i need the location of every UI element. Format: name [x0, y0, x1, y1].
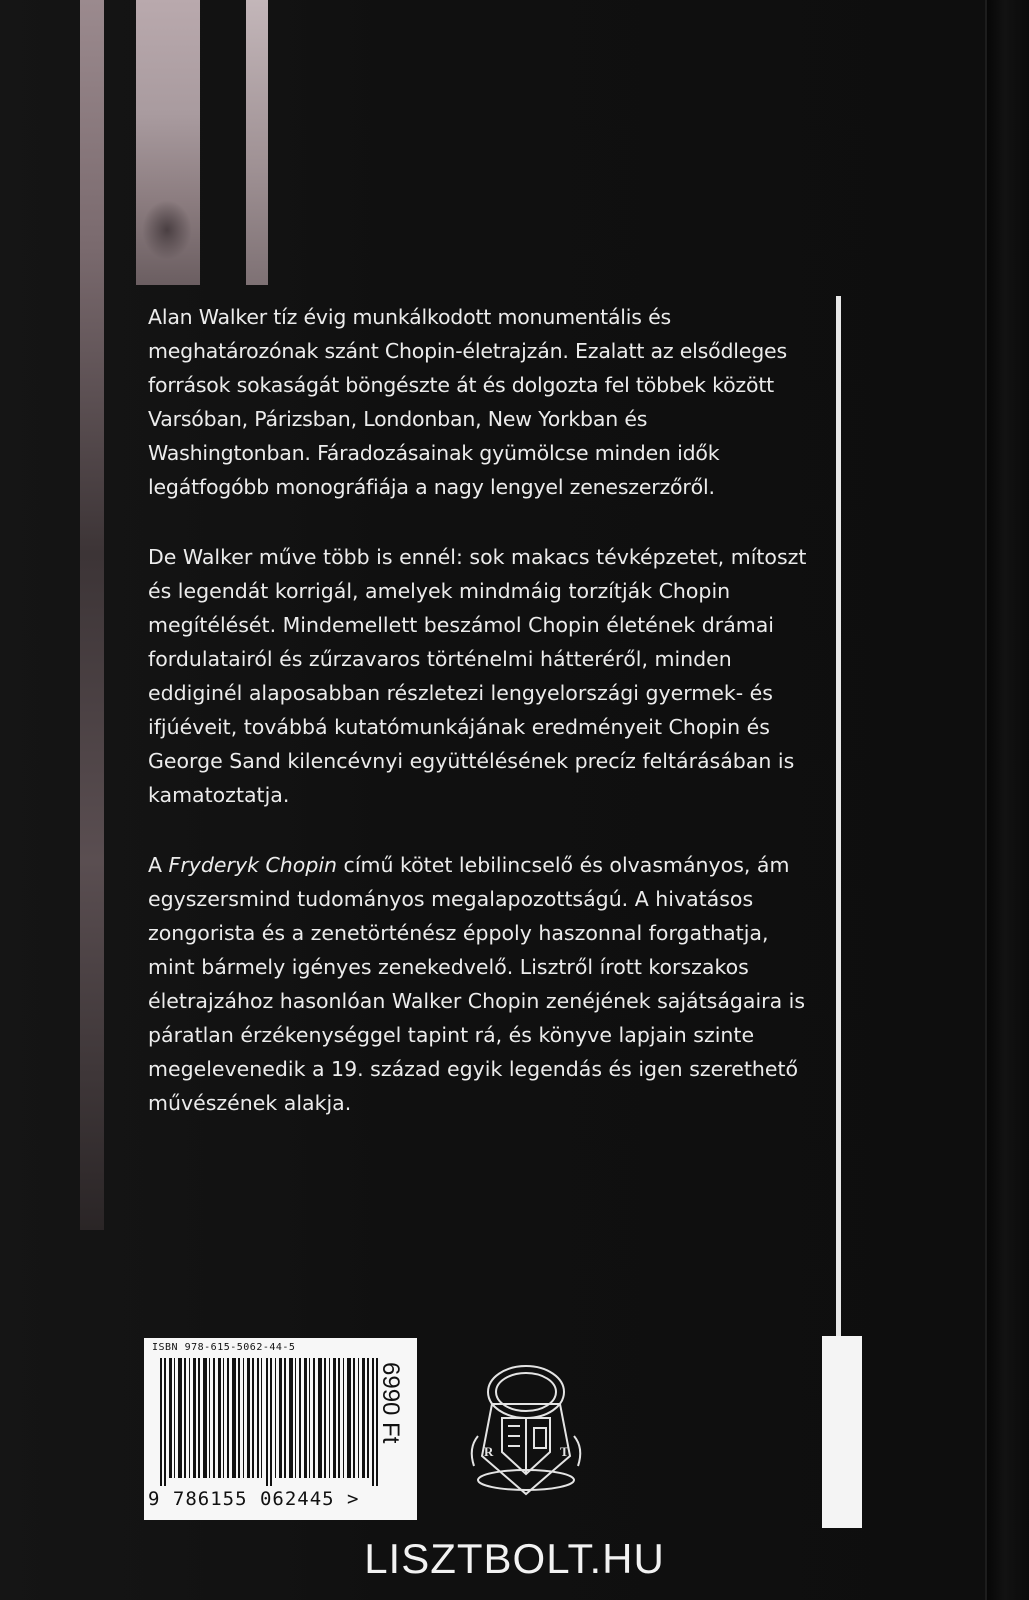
- portrait-strip-left: [80, 0, 104, 1230]
- barcode-bars: [160, 1358, 380, 1486]
- isbn-label: ISBN 978-615-5062-44-5: [152, 1342, 296, 1353]
- white-bar-accent: [822, 1336, 862, 1528]
- blurb-paragraph-2: De Walker műve több is ennél: sok makacs tévképzetet, mítoszt és legendát korrigál, amelyek mindmáig torzítják Chopin megítélését. Mindemellett beszámol Chopin életének drámai fordulatairól és zűrzavaros történelmi hátteréről, minden eddiginél alaposabban részletezi lengyelországi gyermek- és ifjúéveit, továbbá kutatómunkájának eredményeit Chopin és George Sand kilencévnyi együttélésének precíz feltárásában is kamatoztatja.: [148, 545, 807, 807]
- blurb-paragraph-3-rest: című kötet lebilincselő és olvasmányos, ám egyszersmind tudományos megalapozottságú. A hivatásos zongorista és a zenetörténész éppoly haszonnal forgathatja, mint bármely igényes zenekedvelő. Lisztről írott korszakos életrajzához hasonlóan Walker Chopin zenéjének sajátságaira is páratlan érzékenységgel tapint rá, és könyve lapjain szinte megelevenedik a 19. század egyik legendás és igen szerethető művészének alakja.: [148, 853, 806, 1115]
- blurb-paragraph-3-prefix: A: [148, 853, 169, 877]
- portrait-shadow: [142, 200, 192, 260]
- vertical-divider-line: [836, 296, 841, 1336]
- blurb-text: [148, 300, 808, 1156]
- portrait-strip-right: [246, 0, 268, 285]
- blurb-paragraph-3: [148, 848, 808, 1120]
- barcode-panel: [144, 1338, 417, 1520]
- watermark-text: LISZTBOLT.HU: [364, 1535, 665, 1582]
- price-holder: [377, 1362, 414, 1444]
- book-title-italic: Fryderyk Chopin: [168, 853, 338, 877]
- blurb-paragraph-1: Alan Walker tíz évig munkálkodott monumentális és meghatározónak szánt Chopin-életrajzán. Ezalatt az elsődleges források sokaságát böngészte át és dolgozta fel többek között Varsóban, Párizsban, Londonban, New Yorkban és Washingtonban. Fáradozásainak gyümölcse minden idők legátfogóbb monográfiája a nagy lengyel zeneszerzőről.: [148, 305, 787, 499]
- book-spine: [985, 0, 1029, 1600]
- publisher-seal-logo: [462, 1344, 590, 1504]
- price-label: 6990 Ft: [377, 1362, 404, 1444]
- ean-digits: 9 786155 062445 >: [148, 1488, 360, 1510]
- seal-letter-t: T: [560, 1444, 569, 1459]
- seal-letter-r: R: [484, 1444, 494, 1459]
